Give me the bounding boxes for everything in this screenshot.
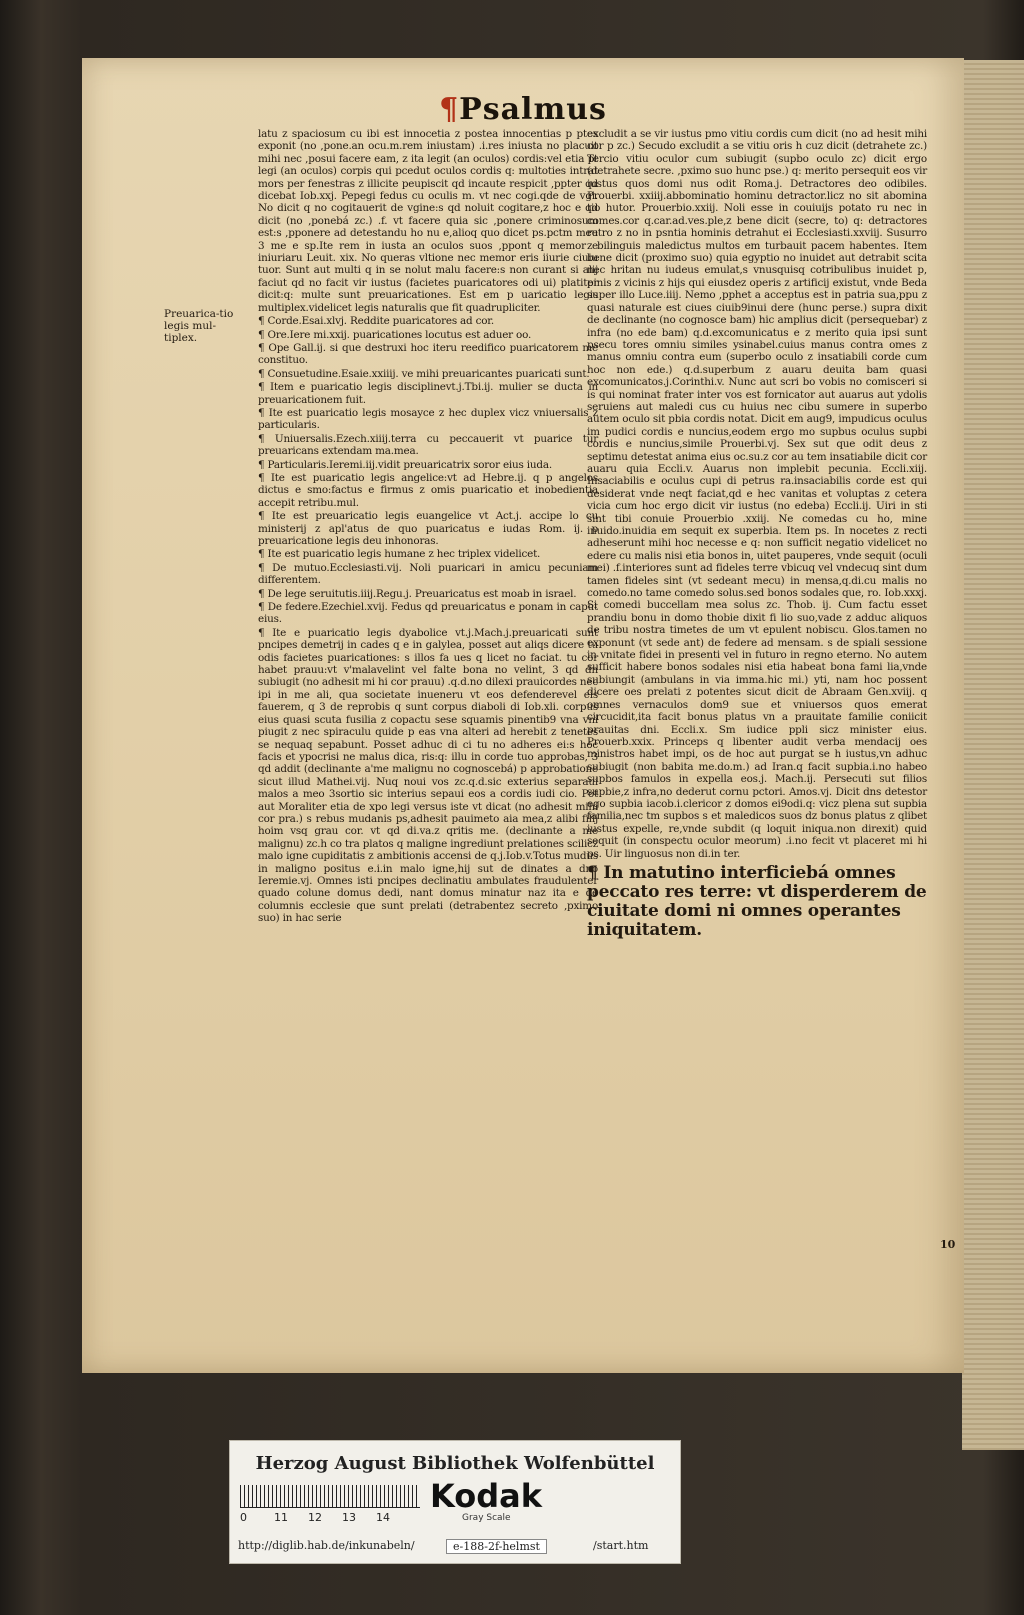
gray-scale-label: Gray Scale [462, 1513, 511, 1523]
left-paragraph: ¶ Ite est puaricatio legis mosayce z hec duplex vicz vniuersalis z particularis. [258, 406, 598, 432]
left-paragraph: ¶ Corde.Esai.xlvj. Reddite puaricatores ad cor. [258, 315, 495, 328]
folio-number: 10 [940, 1238, 956, 1251]
color-calibration-strip [229, 1440, 681, 1564]
left-paragraph: ¶ Ore.Iere mi.xxij. puaricationes locutus est aduer oo. [258, 328, 532, 341]
ruler-number: 12 [308, 1511, 322, 1524]
ruler-numbers [240, 1511, 410, 1524]
book-page [82, 58, 964, 1373]
left-paragraph: latu z spaciosum cu ibi est innocetia z postea innocentias p ptes exponit (no ,pone.an ocu.m.rem iniustam) .i.res iniusta no placuit mihi nec ,posui facere eam, z ita legit (an oculos) cordis:vel etia pt legi (an oculos) corpis qui pcedut oculos cordis q: multoties intrat mors per fenestras z illicite peupiscit qd incaute respicit ,ppter qd dicebat Iob.xxj. Pepegi fedus cu oculis m. vt nec cogi.qde de vgi. No dicit q no cogitauerit de vgine:s qd noluit cogitare,z hoc e qd dicit (no ,ponebá zc.) .f. vt facere quia sic ,ponere criminosum est:s ,pponere ad detestandu ho nu e,alioq quo dicet ps.pctm meu 3 me e sp.Ite rem in iusta an oculos suos ,ppont q memor e iniuriaru Leuit. xix. No queras vltione nec memor eris iiurie ciuiu tuor. Sunt aut multi q in se nolut malu facere:s non curant si alij faciut qd no facit vir iustus (facietes puaricatores odi ui) platiter dicit:q: multe sunt preuaricationes. Est em p uaricatio legis multiplex.videlicet legis naturalis que fit quadrupliciter. [258, 128, 598, 314]
url-prefix: http://diglib.hab.de/inkunabeln/ [238, 1539, 415, 1552]
left-paragraph: ¶ De mutuo.Ecclesiasti.vij. Noli puaricari in amicu pecuniam differentem. [258, 561, 598, 587]
left-paragraph: ¶ De lege seruitutis.iiij.Regu.j. Preuaricatus est moab in israel. [258, 587, 577, 600]
running-header [82, 92, 964, 127]
left-paragraph: ¶ Ope Gall.ij. si que destruxi hoc iteru reedifico puaricatorem me constituo. [258, 341, 598, 367]
ruler-scale [240, 1485, 420, 1508]
left-paragraph: ¶ Item e puaricatio legis disciplinevt.j.Tbi.ij. mulier se ducta in preuaricationem fuit. [258, 381, 598, 406]
right-paragraph: excludit a se vir iustus pmo vitiu cordis cum dicit (no ad hesit mihi cor p zc.) Secudo excludit a se vitiu oris h cuz dicit (detrahete zc.) Tercio vitiu oculor cum subiugit (supbo oculo zc) dicit ergo (detrahete secre. ,pximo suo hunc pse.) q: merito persequit eos vir iustus quos domi nus odit Roma.j. Detractores deo odibiles. Prouerbi. xxiiij.abbominatio hominu detractor.licz no sit abomina tio hutor. Prouerbio.xxiij. Noli esse in couiuijs potato ru nec in comes.cor q.car.ad.ves.ple,z bene dicit (secre, to) q: detractores retro z no in psntia hominis detrahut ei Ecclesiasti.xxviij. Susurro z bilinguis maledictus multos em turbauit pacem habentes. Item bene dicit (proximo suo) quia egyptio no inuidet aut detrabit scita nec hritan nu iudeus emulat,s vnusquisq cotribulibus inuidet p, pinis z vicinis z hijs qui eiusdez operis z artificij existut, vnde Beda super illo Luce.iiij. Nemo ,pphet a acceptus est in patria sua,ppu z quasi naturale est ciues ciuib9inui dere (hunc perse.) supra dixit de declinante (no cognosce bam) hic amplius dicit (persequebar) z infra (no ede bam) q.d.excomunicatus e z merito quia ipsi sunt psecu tores omniu similes ysinabel.cuius manus contra omes z manus omniu contra eum (superbo oculo z insatiabili corde cum hoc non ede.) q.d.superbum z auaru deuita bam quasi excomunicatos.j.Corinthi.v. Nunc aut scri bo vobis no comisceri si is qui nominat frater inter vos est fornicator aut auarus aut ydolis seruiens aut maledi cus cu huius nec cibu sumere in superbo autem oculo sit pbia cordis notat. Dicit em aug9, impudicus oculus im pudici cordis e nuncius,eodem ergo mo supbus oculus supbi cordis e nuncius,simile Prouerbi.vj. Sex sut que odit deus z septimu detestat anima eius oc.su.z cor au tem insatiabile dicit cor auaru quia Eccli.v. Auarus non implebit pecunia. Eccli.xiij. Insaciabilis e oculus cupi di petrus ra.insaciabilis corde est qui desiderat vnde neqt faciat,qd e hec vanitas et voluptas z cetera vicia cum hoc ergo dicit vir iustus (no edeba) Eccli.ij. Uiri in sti sint tibi conuie Prouerbio .xxiij. Ne comedas cu ho, mine inuido.inuidia em sequit ex superbia. Item ps. In nocetes z recti adheserunt mihi hoc necesse e q: non sufficit negatio videlicet no edere cu malis nisi etia bonos in, uitet pauperes, vnde sequit (oculi mei) .f.interiores sunt ad fideles terre vbicuq vel vndecuq sint dum tamen fideles sint (vt sedeant mecu) in mensa,q.di.cu malis no comedo.no tame comedo solus.sed bonos sodales que, ro. Iob.xxxj. Si comedi buccellam mea solus zc. Thob. ij. Cum factu esset prandiu bonu in domo thobie dixit fi lio suo,vade z adduc aliquos de tribu nostra timetes de um vt epulent nobiscu. Glos.tamen no exponunt (vt sede ant) de federe ad mensam. s de spiali sessione in vnitate fidei in presenti vel in futuro in regno eterno. No autem sufficit habere bonos sodales nisi etia habeat bona fami lia,vnde subiungit (ambulans in via imma.hic mi.) yti, nam hoc possent dicere oes prelati z potentes sicut dicit de Abraam Gen.xviij. q omnes vernaculos dom9 sue et vniuersos quos emerat circucidit,ita facit bonus platus vn a prauitate familie coniicit prauitas dni. Eccli.x. Sm iudice ppli sicz minister eius. Prouerb.xxix. Princeps q libenter audit verba mendacij oes ministros habet impi, os de hoc aut purgat se h iustus,vn adhuc subiugit (non babita me.do.m.) ad Iran.q facit supbia.i.no habeo supbos famulos in expella eos.j. Mach.ij. Persecuti sut filios supbie,z infra,no dederut cornu pctori. Amos.vj. Dicit dns detestor ego supbia iacob.i.clericor z domos ei9odi.q: vicz plena sut supbia familia,nec tm supbos s et maledicos suos dz bonus platus z qlibet iustus expelle, re,vnde subdit (q loquit iniqua.non direxit) quid sequit (in conspectu oculor meorum) .i.no fecit vt placeret mi hi ps. Uir linguosus non di.in ter. [587, 128, 927, 860]
left-paragraph: ¶ Particularis.Ieremi.iij.vidit preuaricatrix soror eius iuda. [258, 458, 552, 471]
left-column [258, 128, 598, 926]
url-id: e-188-2f-helmst [446, 1539, 547, 1554]
paragraph-marker: ¶ [439, 92, 460, 127]
ruler-number: 0 [240, 1511, 247, 1524]
margin-note: Preuarica-tio legis mul-tiplex. [164, 308, 234, 344]
left-paragraph: ¶ Ite est preuaricatio legis euangelice vt Act.j. accipe lo cu ministerij z apl'atus de quo puaricatus e iudas Rom. ij. p preuaricatione legis deu inhonoras. [258, 510, 598, 547]
left-paragraph: ¶ Ite e puaricatio legis dyabolice vt.j.Mach.j.preuaricati sunt pncipes demetrij in cades q e in galylea, posset aut aliqs dicere tu odis facietes puaricationes: s illos fa ues q licet no faciat. tu cor habet prauu:vt v'malavelint vel falte bona no velint, 3 qd dn subiugit (no adhesit mi hi cor prauu) .q.d.no dilexi prauicordes nec ipi in me ali, qua societate inueneru vt eos defenderevel eis fauerem, q 3 de reprobis q sunt corpus diaboli di Iob.xli. corpus eius quasi scuta fusilia z copactu sese squamis pinentib9 vna vni piugit z nec spiraculu quide p eas vna alteri ad herebit z tenetes se nequaq sepabunt. Posset adhuc di ci tu no adheres ei:s hoc facis et ypocrisi ne malus dica, ris:q: illu in corde tuo approbas, 3 qd addit (declinante a'me malignu no cognoscebá) p approbatione sicut illud Mathei.vij. Nuq noui vos zc.q.d.sic exterius separaui malos a meo 3sortio sic interius sepaui eos a cordis iudi cio. Pot aut Moraliter etia de xpo legi versus iste vt dicat (no adhesit mihi cor pra.) s rebus mudanis ps,adhesit pauimeto aia mea,z alibi filij hoim vsq grau cor. vt qd di.va.z qritis me. (declinante a me malignu) zc.h co tra platos q maligne ingrediunt prelationes scilicz malo igne cupiditatis z ambitionis accensi de q.j.Iob.v.Totus mudus in maligno positus e.i.in malo igne,hij sut de dinates a dno Ieremie.vj. Omnes isti pncipes declinatiu ambulates fraudulenter quado colune domus dedi, nant domus minatur naz ita e de columnis ecclesie que sunt prelati (detrabentez secreto ,pximo suo) in hac serie [258, 626, 598, 925]
left-paragraph: ¶ Uniuersalis.Ezech.xiiij.terra cu peccauerit vt puarice tur preuaricans extendam ma.mea. [258, 432, 598, 458]
library-name: Herzog August Bibliothek Wolfenbüttel [255, 1453, 655, 1474]
psalm-verse: ¶ In matutino interficiebá omnes peccato res terre: vt disperderem de ciuitate domi ni omnes operantes iniquitatem. [587, 862, 927, 940]
left-paragraph: ¶ De federe.Ezechiel.xvij. Fedus qd preuaricatus e ponam in caput eius. [258, 601, 598, 626]
right-column [587, 128, 927, 941]
adjacent-page-edge [962, 60, 1024, 1450]
ruler-number: 14 [376, 1511, 390, 1524]
left-paragraph: ¶ Consuetudine.Esaie.xxiiij. ve mihi preuaricantes puaricati sunt. [258, 367, 590, 380]
kodak-logo: Kodak [430, 1477, 542, 1515]
header-title: Psalmus [459, 92, 607, 127]
url-suffix: /start.htm [593, 1539, 649, 1552]
left-paragraph: ¶ Ite est puaricatio legis humane z hec triplex videlicet. [258, 548, 541, 561]
left-paragraph: ¶ Ite est puaricatio legis angelice:vt ad Hebre.ij. q p angelos dictus e smo:factus e firmus z omis puaricatio et inobedientia accepit retribu.mul. [258, 471, 598, 509]
ruler-number: 13 [342, 1511, 356, 1524]
ruler-number: 11 [274, 1511, 288, 1524]
